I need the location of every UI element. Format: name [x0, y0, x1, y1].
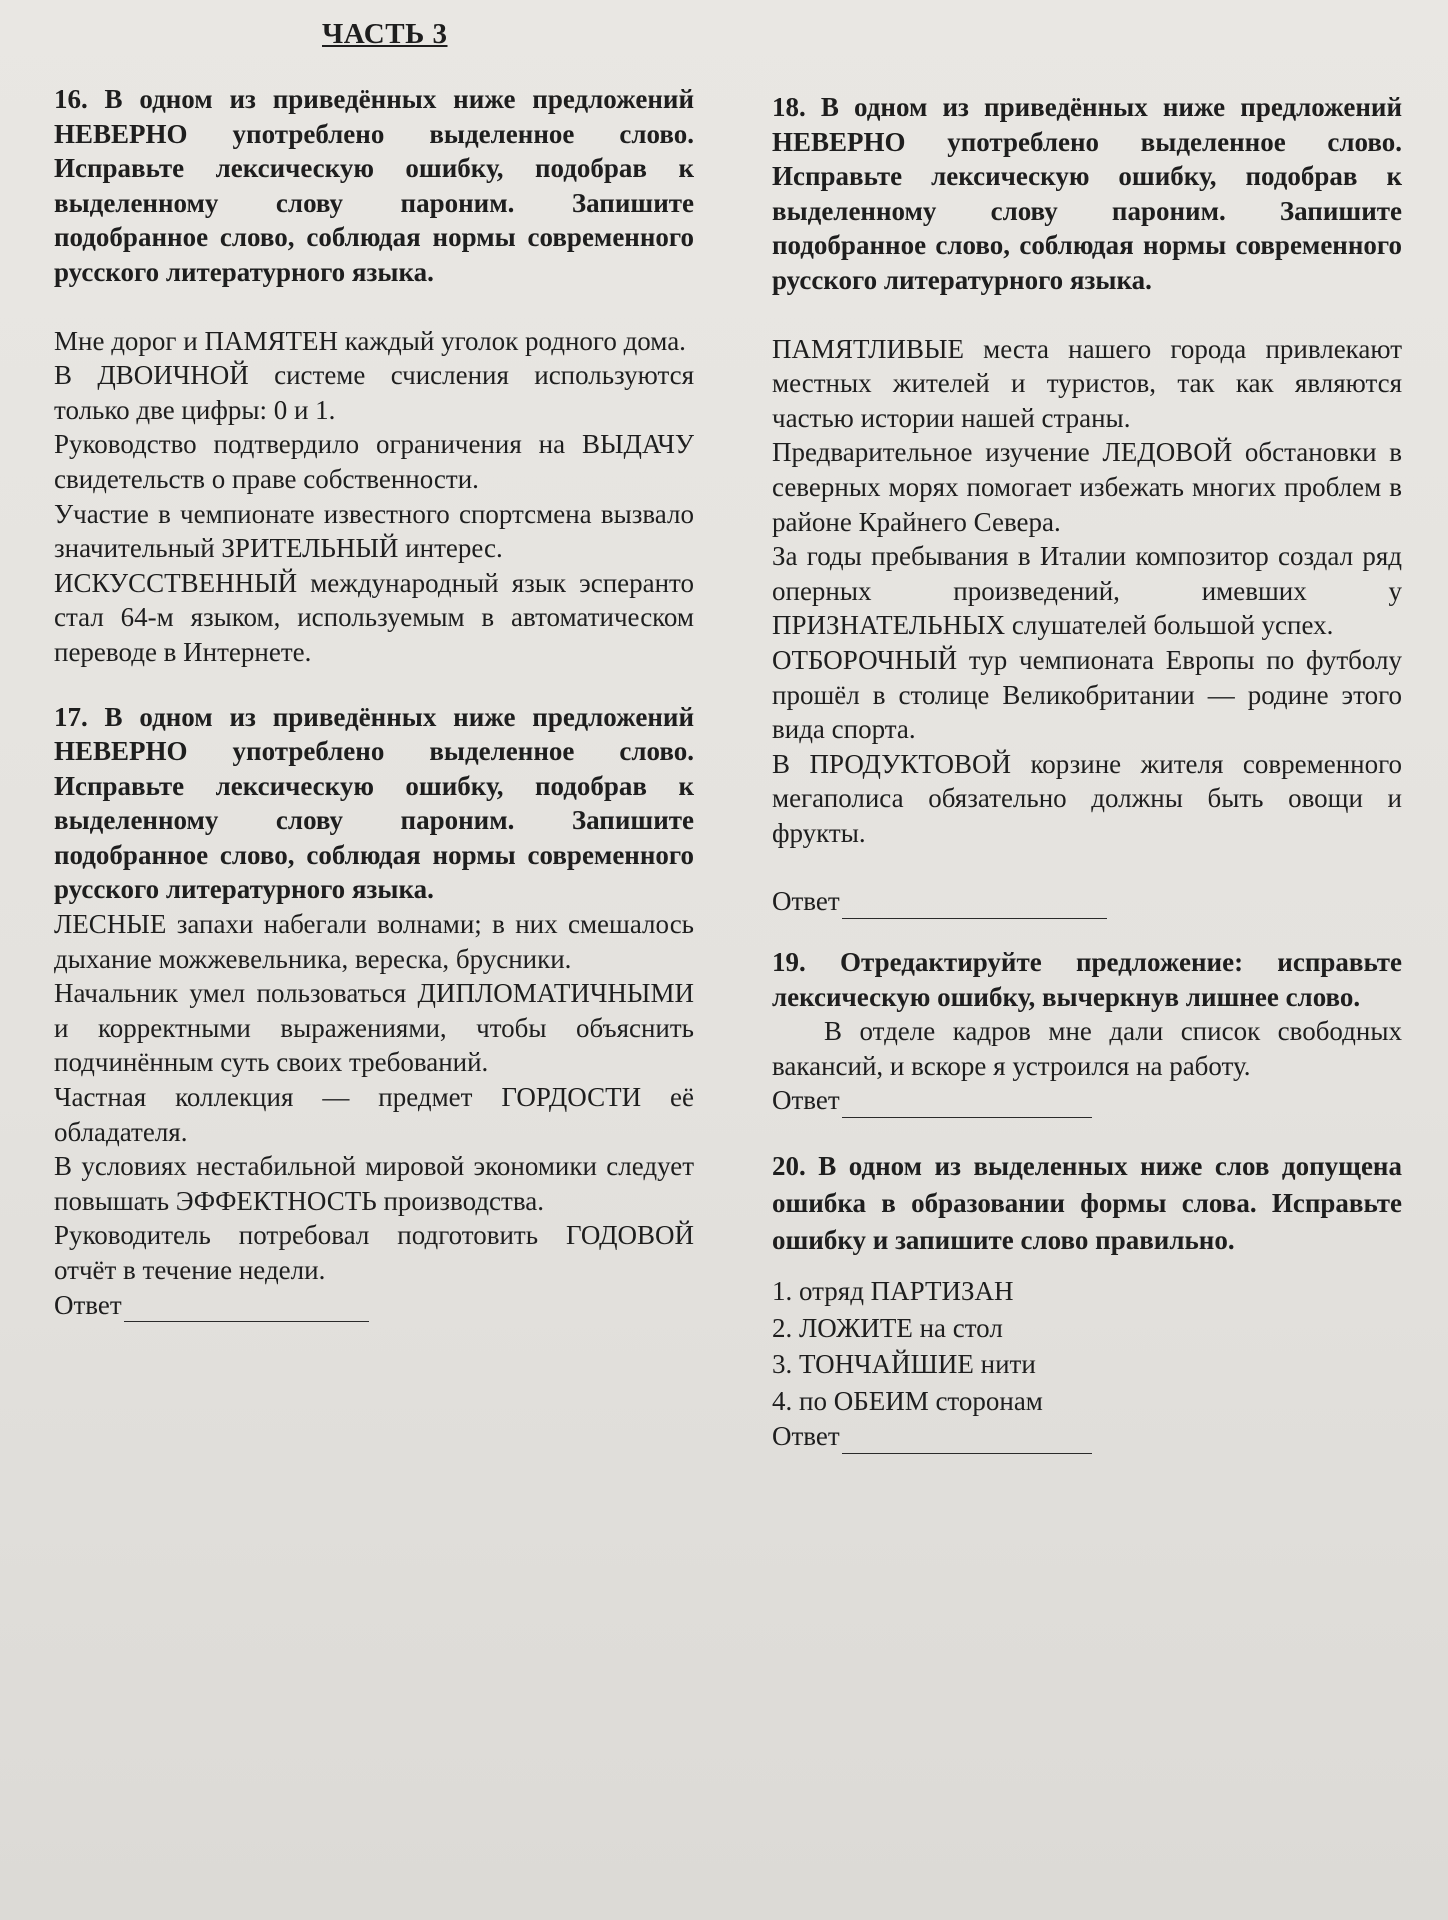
task-16-sentence-4: Участие в чемпионате известного спортсмена вызвало значительный ЗРИТЕЛЬНЫЙ интерес. [54, 498, 694, 564]
task-17-sentence-3: Частная коллекция — предмет ГОРДОСТИ её обладателя. [54, 1082, 694, 1147]
page-heading: ЧАСТЬ 3 [322, 18, 448, 50]
task-18-title: 18. В одном из приведённых ниже предложений НЕВЕРНО употреблено выделенное слово. Исправьте лексическую ошибку, подобрав к выделенному слову пароним. Запишите подобранное слово, соблюдая нормы современного русского литературного языка. [772, 92, 1402, 295]
task-19-answer [772, 1083, 1402, 1118]
task-19-title: 19. Отредактируйте предложение: исправьте лексическую ошибку, вычеркнув лишнее слово. [772, 947, 1402, 1012]
task-20-option-1: 1. отряд ПАРТИЗАН [772, 1276, 1014, 1307]
right-column [772, 90, 1402, 1454]
task-16-sentence-2: В ДВОИЧНОЙ системе счисления используются только две цифры: 0 и 1. [54, 360, 694, 425]
task-16-title: 16. В одном из приведённых ниже предложений НЕВЕРНО употреблено выделенное слово. Исправьте лексическую ошибку, подобрав к выделенному слову пароним. Запишите подобранное слово, соблюдая нормы современного русского литературного языка. [54, 84, 694, 287]
task-18-sentence-3: За годы пребывания в Италии композитор создал ряд оперных произведений, имевших у ПРИЗНАТЕЛЬНЫХ слушателей большой успех. [772, 541, 1402, 641]
task-20-options [772, 1273, 1402, 1419]
task-20-answer [772, 1419, 1402, 1454]
task-18-answer [772, 884, 1402, 919]
task-18 [772, 90, 1402, 919]
task-18-answer-label: Ответ [772, 886, 840, 917]
task-19 [772, 945, 1402, 1118]
task-17-sentence-2: Начальник умел пользоваться ДИПЛОМАТИЧНЫМИ и корректными выражениями, чтобы объяснить подчинённым суть своих требований. [54, 978, 694, 1078]
task-20-answer-label: Ответ [772, 1421, 840, 1452]
task-16 [54, 82, 694, 670]
task-17-answer-line[interactable] [124, 1295, 369, 1322]
task-17-sentence-5: Руководитель потребовал подготовить ГОДОВОЙ отчёт в течение недели. [54, 1220, 694, 1285]
task-18-sentence-1: ПАМЯТЛИВЫЕ места нашего города привлекают местных жителей и туристов, так как являются частью истории нашей страны. [772, 333, 1402, 433]
task-20 [772, 1148, 1402, 1454]
task-18-sentence-2: Предварительное изучение ЛЕДОВОЙ обстановки в северных морях помогает избежать многих проблем в районе Крайнего Севера. [772, 437, 1402, 537]
task-17-answer [54, 1288, 694, 1323]
task-18-sentence-5: В ПРОДУКТОВОЙ корзине жителя современного мегаполиса обязательно должны быть овощи и фрукты. [772, 748, 1402, 848]
task-17-sentence-4: В условиях нестабильной мировой экономики следует повышать ЭФФЕКТНОСТЬ производства. [54, 1151, 694, 1216]
task-17-title: 17. В одном из приведённых ниже предложений НЕВЕРНО употреблено выделенное слово. Исправьте лексическую ошибку, подобрав к выделенному слову пароним. Запишите подобранное слово, соблюдая нормы современного русского литературного языка. [54, 701, 694, 905]
task-17-sentence-1: ЛЕСНЫЕ запахи набегали волнами; в них смешалось дыхание можжевельника, вереска, брусники. [54, 909, 694, 974]
task-20-answer-line[interactable] [842, 1427, 1092, 1454]
task-18-answer-line[interactable] [842, 892, 1107, 919]
task-20-option-2: 2. ЛОЖИТЕ на стол [772, 1312, 1003, 1343]
task-20-title: 20. В одном из выделенных ниже слов допущена ошибка в образовании формы слова. Исправьте ошибку и запишите слово правильно. [772, 1151, 1402, 1256]
task-20-option-3: 3. ТОНЧАЙШИЕ нити [772, 1349, 1036, 1380]
task-19-sentence: В отделе кадров мне дали список свободных вакансий, и вскоре я устроился на работу. [772, 1016, 1402, 1081]
left-column [54, 82, 694, 1322]
task-17-answer-label: Ответ [54, 1289, 122, 1320]
task-18-sentence-4: ОТБОРОЧНЫЙ тур чемпионата Европы по футболу прошёл в столице Великобритании — родине этого вида спорта. [772, 644, 1402, 745]
task-16-sentence-5: ИСКУССТВЕННЫЙ международный язык эсперанто стал 64-м языком, используемым в автоматическом переводе в Интернете. [54, 567, 694, 667]
task-19-answer-line[interactable] [842, 1091, 1092, 1118]
task-19-answer-label: Ответ [772, 1085, 840, 1116]
task-16-sentence-1: Мне дорог и ПАМЯТЕН каждый уголок родного дома. [54, 325, 686, 356]
task-17 [54, 700, 694, 1323]
task-20-option-4: 4. по ОБЕИМ сторонам [772, 1385, 1043, 1416]
task-16-sentence-3: Руководство подтвердило ограничения на ВЫДАЧУ свидетельств о праве собственности. [54, 429, 694, 494]
